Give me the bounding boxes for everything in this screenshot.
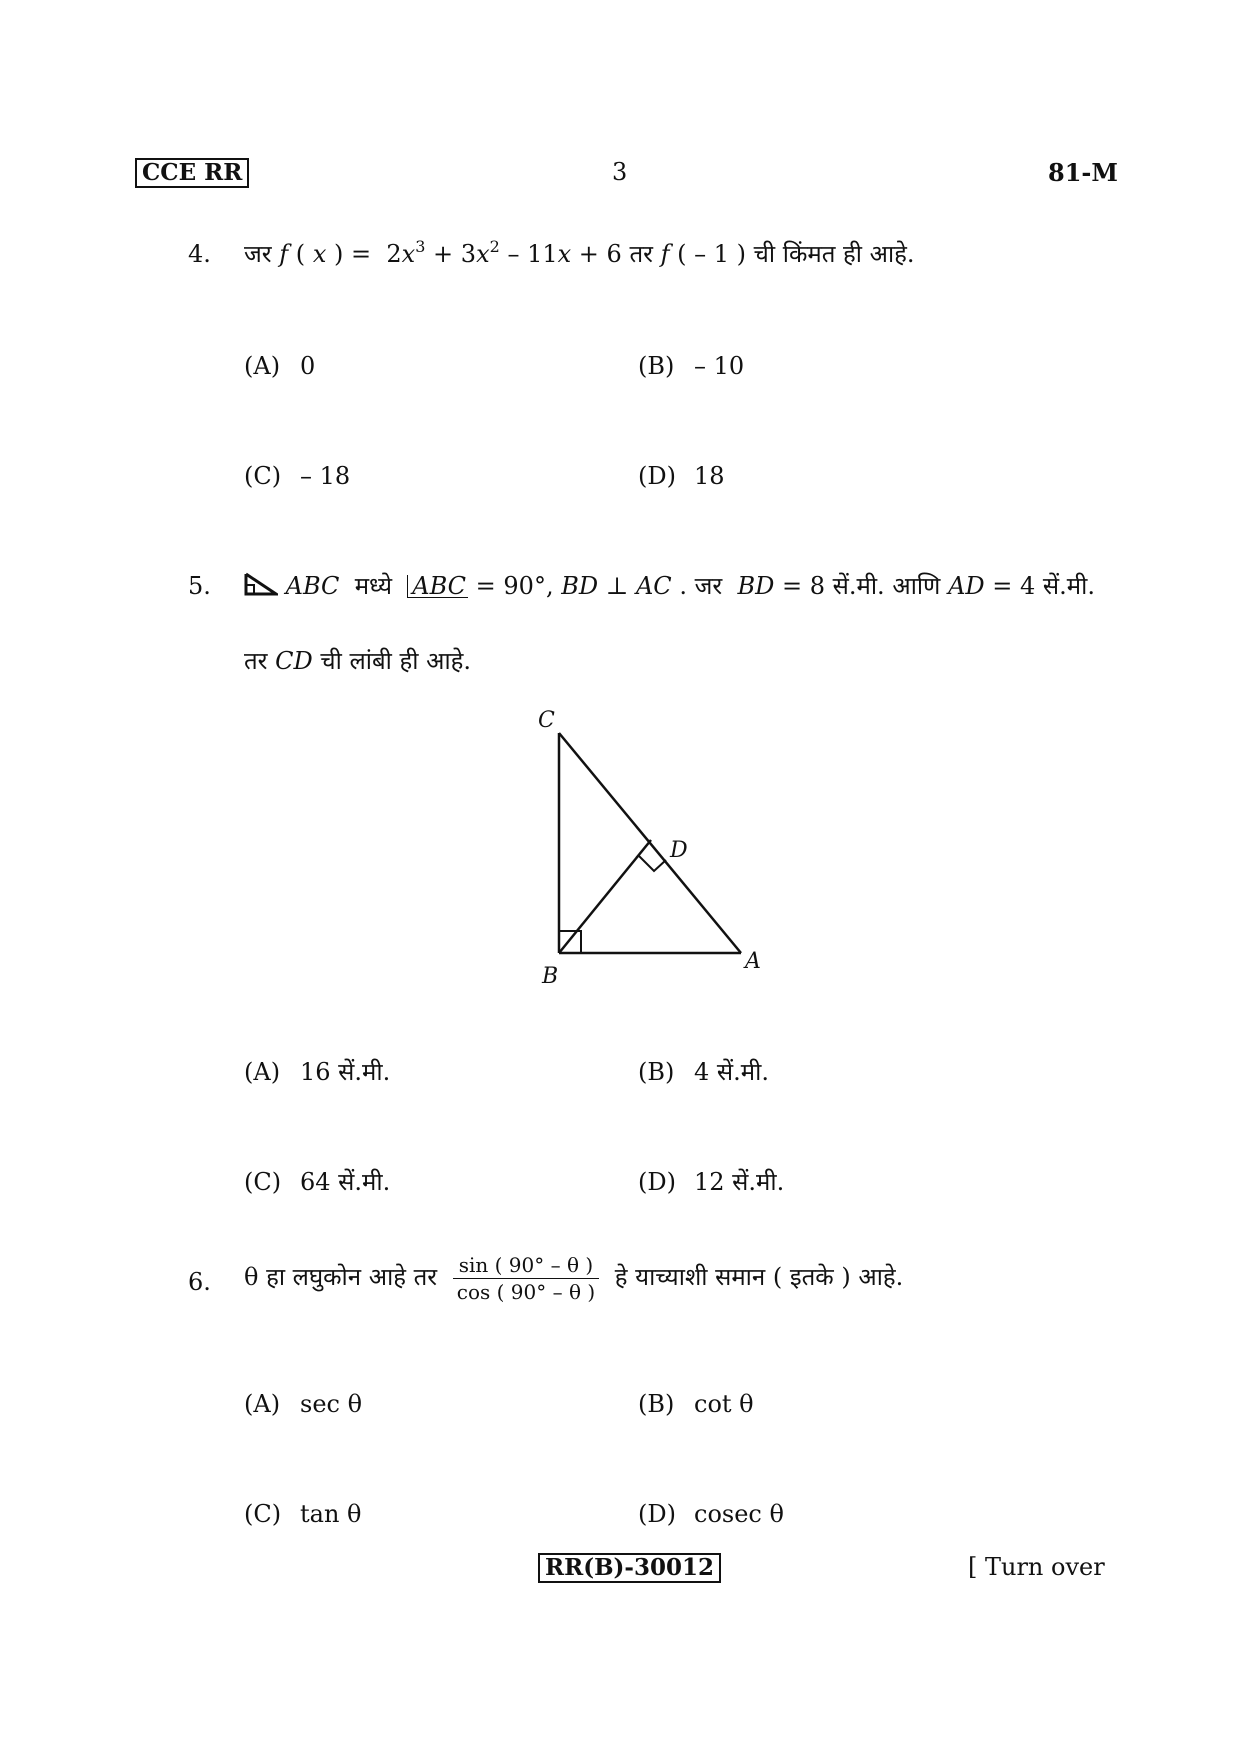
text-suffix: हे याच्याशी समान ( इतके ) आहे. (614, 1263, 904, 1291)
option-b (638, 352, 744, 380)
option-value: – 18 (300, 462, 351, 490)
equals: = (351, 240, 372, 268)
option-c (244, 1165, 390, 1198)
option-value: 16 सें.मी. (300, 1058, 391, 1086)
question-5-line-2 (244, 645, 471, 677)
option-label: (B) (638, 1390, 675, 1418)
turn-over-text: [ Turn over (968, 1553, 1105, 1581)
perpendicular-symbol: ⊥ (605, 572, 629, 600)
question-number: 4. (188, 240, 211, 268)
option-c (244, 1500, 362, 1528)
option-value: 4 सें.मी. (694, 1058, 769, 1086)
paren: ( (295, 240, 306, 268)
variable: x (401, 240, 416, 268)
option-label: (D) (638, 1168, 676, 1196)
footer-code-box: RR(B)-30012 (538, 1553, 721, 1583)
paper-code: 81-M (1048, 158, 1118, 187)
label-c: C (538, 708, 555, 733)
option-value: – 10 (694, 352, 745, 380)
option-label: (D) (638, 462, 676, 490)
option-a (244, 352, 315, 380)
option-label: (B) (638, 352, 675, 380)
option-label: (A) (244, 1058, 281, 1086)
term: + 6 (578, 240, 622, 268)
exponent: 3 (415, 237, 426, 256)
option-label: (C) (244, 462, 282, 490)
option-d (638, 1500, 784, 1528)
variable: x (476, 240, 490, 268)
text-prefix: तर (244, 647, 268, 675)
argument: ( – 1 ) (677, 240, 747, 268)
segment-bd-line (559, 840, 651, 953)
fraction-denominator: cos ( 90° – θ ) (456, 1280, 596, 1304)
page-number: 3 (612, 158, 628, 186)
option-b (638, 1055, 769, 1088)
question-text (244, 570, 1095, 602)
question-text (244, 1252, 903, 1305)
triangle-name: ABC (285, 572, 340, 600)
angle-abc: ABC (407, 575, 468, 598)
segment-cd: CD (275, 647, 313, 675)
option-label: (A) (244, 352, 281, 380)
option-d (638, 1165, 784, 1198)
text-madhye: मध्ये (354, 572, 392, 600)
coef: 2 (386, 240, 402, 268)
segment-ad: AD (948, 572, 985, 600)
option-label: (C) (244, 1168, 282, 1196)
question-text (244, 238, 915, 270)
label-d: D (670, 838, 688, 863)
option-label: (B) (638, 1058, 675, 1086)
segment-ac: AC (635, 572, 672, 600)
text-suffix: ची लांबी ही आहे. (320, 647, 472, 675)
func-symbol: f (279, 240, 289, 268)
segment-bd: BD (561, 572, 599, 600)
option-b (638, 1390, 754, 1418)
ad-value: = 4 सें.मी. (992, 572, 1095, 600)
segment-bd: BD (737, 572, 775, 600)
question-number: 6. (188, 1268, 211, 1296)
text-prefix: जर (244, 240, 272, 268)
option-value: tan θ (300, 1500, 362, 1528)
question-6 (0, 1252, 1240, 1312)
option-label: (C) (244, 1500, 282, 1528)
text-jar: . जर (679, 572, 723, 600)
exponent: 2 (489, 237, 500, 256)
variable: x (312, 240, 327, 268)
text-suffix: ची किंमत ही आहे. (753, 240, 915, 268)
option-value: 18 (694, 462, 725, 490)
fraction-numerator: sin ( 90° – θ ) (453, 1252, 599, 1279)
option-value: sec θ (300, 1390, 363, 1418)
angle-value: = 90°, (475, 572, 554, 600)
option-value: cosec θ (694, 1500, 784, 1528)
func-symbol: f (660, 240, 670, 268)
question-number: 5. (188, 572, 211, 600)
option-label: (D) (638, 1500, 676, 1528)
text-then: तर (629, 240, 653, 268)
option-value: 0 (300, 352, 316, 380)
term: – 11 (507, 240, 558, 268)
option-d (638, 462, 725, 490)
right-triangle-icon (244, 572, 278, 596)
exam-series-box: CCE RR (135, 158, 249, 188)
option-a (244, 1055, 390, 1088)
option-value: 12 सें.मी. (694, 1168, 785, 1196)
option-value: cot θ (694, 1390, 754, 1418)
option-label: (A) (244, 1390, 281, 1418)
option-value: 64 सें.मी. (300, 1168, 391, 1196)
term: + 3 (433, 240, 477, 268)
label-b: B (542, 964, 559, 989)
option-c (244, 462, 350, 490)
triangle-figure (520, 700, 780, 990)
fraction (453, 1252, 599, 1305)
text-prefix: θ हा लघुकोन आहे तर (244, 1263, 438, 1291)
bd-value: = 8 सें.मी. आणि (782, 572, 941, 600)
paren: ) (334, 240, 344, 268)
option-a (244, 1390, 362, 1418)
variable: x (557, 240, 572, 268)
label-a: A (745, 949, 761, 974)
